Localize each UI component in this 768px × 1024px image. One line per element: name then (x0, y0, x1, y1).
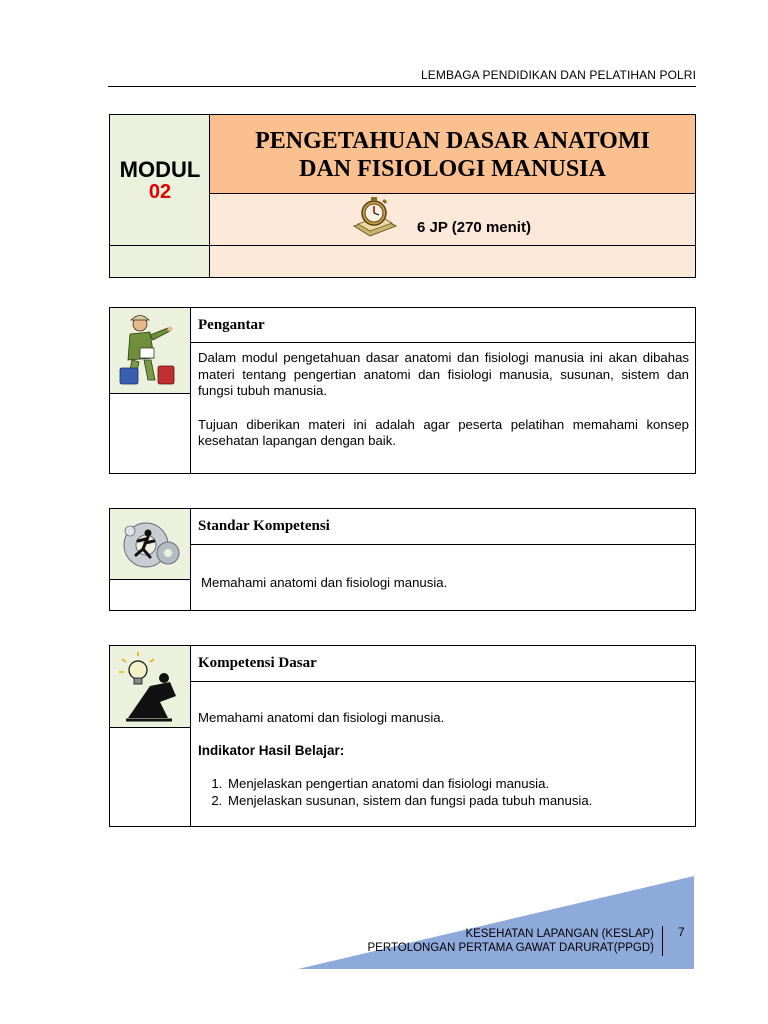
module-label-empty-cell (110, 246, 210, 277)
footer-accent-shape (298, 876, 694, 970)
header-institution: LEMBAGA PENDIDIKAN DAN PELATIHAN POLRI (421, 68, 696, 82)
module-title-cell (210, 115, 695, 194)
footer-divider (662, 926, 663, 956)
standar-icon-empty-cell (110, 580, 191, 610)
standar-icon-cell (110, 509, 191, 580)
standar-kompetensi-table (109, 508, 696, 611)
module-empty-cell (210, 246, 695, 277)
module-title-line1: PENGETAHUAN DASAR ANATOMI (255, 128, 650, 154)
module-table (109, 114, 696, 278)
kompetensi-header-cell (191, 646, 695, 682)
page-number: 7 (678, 925, 685, 939)
footer-line-1: KESEHATAN LAPANGAN (KESLAP) (465, 928, 654, 940)
header-rule (108, 86, 696, 87)
indikator-list (198, 776, 689, 809)
pengantar-title: Pengantar (198, 317, 265, 333)
kompetensi-icon-empty-cell (110, 728, 191, 826)
module-number: 02 (148, 181, 172, 203)
indikator-title: Indikator Hasil Belajar: (198, 742, 345, 758)
pengantar-paragraph-2: Tujuan diberikan materi ini adalah agar peserta pelatihan memahami konsep kesehatan lapangan dengan baik. (198, 416, 689, 448)
standar-header-cell (191, 509, 695, 545)
module-label-cell (110, 115, 210, 246)
kompetensi-body (198, 710, 689, 809)
module-word: MODUL (119, 157, 201, 182)
standar-body: Memahami anatomi dan fisiologi manusia. (201, 575, 448, 590)
lightbulb-climber-clipart-icon (110, 646, 190, 728)
pengantar-icon-empty-cell (110, 394, 191, 473)
pengantar-table (109, 307, 696, 474)
module-duration: 6 JP (270 menit) (417, 219, 531, 236)
module-duration-cell (210, 194, 695, 246)
module-title (210, 127, 695, 183)
indikator-item: 2. Menjelaskan susunan, sistem dan fungsi pada tubuh manusia. (226, 793, 689, 810)
kompetensi-text: Memahami anatomi dan fisiologi manusia. (198, 710, 445, 725)
pengantar-paragraph-1: Dalam modul pengetahuan dasar anatomi dan fisiologi manusia ini akan dibahas materi tentang pengertian anatomi dan fisiologi manusia, susunan, sistem dan fungsi tubuh manusia. (198, 350, 689, 398)
kompetensi-dasar-table (109, 645, 696, 827)
kompetensi-icon-cell (110, 646, 191, 728)
gears-runner-clipart-icon (110, 509, 190, 580)
indikator-item: 1. Menjelaskan pengertian anatomi dan fisiologi manusia. (226, 776, 689, 793)
pengantar-icon-cell (110, 308, 191, 394)
footer-line-2: PERTOLONGAN PERTAMA GAWAT DARURAT(PPGD) (367, 942, 654, 954)
stopwatch-icon (350, 196, 398, 240)
presenter-clipart-icon (110, 308, 190, 394)
kompetensi-title: Kompetensi Dasar (198, 655, 317, 671)
footer-text (368, 927, 654, 955)
module-title-line2: DAN FISIOLOGI MANUSIA (299, 156, 606, 182)
standar-title: Standar Kompetensi (198, 518, 330, 534)
pengantar-header-cell (191, 308, 695, 343)
pengantar-body (198, 350, 689, 450)
